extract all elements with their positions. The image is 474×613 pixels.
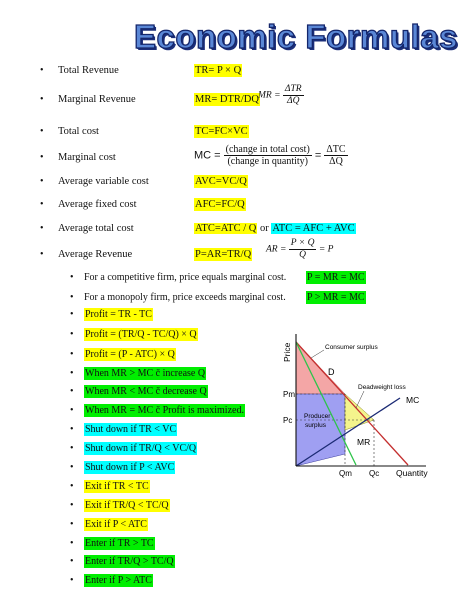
formula-atc: ATC=ATC / Q [195, 223, 257, 234]
ar-eq-rhs: = P [318, 244, 334, 255]
bullet: • [40, 65, 44, 76]
rule-profit-3: Profit = (P - ATC) × Q [85, 349, 175, 360]
mc-eq-right-denominator: ΔQ [329, 156, 343, 167]
rule-enter-1: Enter if TR > TC [85, 538, 154, 549]
formula-label-afc: Average fixed cost [58, 199, 137, 210]
bullet: • [70, 405, 74, 416]
mc-eq-lhs: MC = [194, 149, 221, 162]
note-monopoly-formula: P > MR = MC [307, 292, 365, 303]
rule-shutdown-2: Shut down if TR/Q < VC/Q [85, 443, 197, 454]
rule-shutdown-3: Shut down if P < AVC [85, 462, 175, 473]
bullet: • [70, 538, 74, 549]
formula-atc-or: or [259, 223, 269, 234]
y-axis-label: Price [282, 342, 292, 362]
producer-surplus-label-1: Producer [304, 413, 331, 420]
deadweight-pointer [356, 391, 364, 408]
bullet: • [70, 329, 74, 340]
formula-label-total-revenue: Total Revenue [58, 65, 119, 76]
bullet: • [70, 424, 74, 435]
formula-label-marginal-cost: Marginal cost [58, 152, 116, 163]
d-label: D [328, 367, 335, 377]
rule-mr-lt-mc: When MR < MC č decrease Q [85, 386, 207, 397]
bullet: • [40, 223, 44, 234]
mc-eq-numerator: (change in total cost) [225, 144, 310, 155]
formula-total-cost: TC=FC×VC [195, 126, 248, 137]
formula-label-atc: Average total cost [58, 223, 134, 234]
bullet: • [70, 500, 74, 511]
bullet: • [40, 94, 44, 105]
note-monopoly-firm: For a monopoly firm, price exceeds marginal cost. [84, 292, 286, 303]
formula-marginal-revenue: MR= DTR/DQ [195, 94, 259, 105]
bullet: • [70, 519, 74, 530]
bullet: • [70, 272, 74, 283]
bullet: • [40, 126, 44, 137]
bullet: • [40, 152, 44, 163]
rule-shutdown-1: Shut down if TR < VC [85, 424, 177, 435]
bullet: • [70, 443, 74, 454]
mr-eq-numerator: ΔTR [284, 84, 302, 94]
bullet: • [70, 292, 74, 303]
mc-label: MC [406, 395, 420, 405]
note-competitive-firm: For a competitive firm, price equals marginal cost. [84, 272, 287, 283]
bullet: • [70, 309, 74, 320]
rule-mr-eq-mc: When MR = MC č Profit is maximized. [85, 405, 244, 416]
formula-label-marginal-revenue: Marginal Revenue [58, 94, 136, 105]
bullet: • [70, 575, 74, 586]
formula-average-revenue: P=AR=TR/Q [195, 249, 252, 260]
ar-eq-numerator: P × Q [290, 238, 315, 248]
rule-profit-2: Profit = (TR/Q - TC/Q) × Q [85, 329, 197, 340]
formula-avc: AVC=VC/Q [195, 176, 247, 187]
bullet: • [70, 481, 74, 492]
formula-atc-group [194, 222, 356, 235]
ar-equation [266, 238, 333, 261]
mr-label: MR [357, 437, 371, 447]
formula-total-revenue: TR= P × Q [195, 65, 242, 76]
monopoly-diagram [276, 330, 456, 478]
mr-eq-denominator: ΔQ [287, 96, 300, 106]
rule-exit-2: Exit if TR/Q < TC/Q [85, 500, 169, 511]
pm-label: Pm [283, 390, 295, 399]
rule-enter-2: Enter if TR/Q > TC/Q [85, 556, 174, 567]
x-axis-label: Quantity [396, 468, 428, 478]
qc-label: Qc [369, 469, 380, 478]
page-title: Economic Formulas [134, 18, 458, 55]
bullet: • [40, 199, 44, 210]
producer-surplus-area [296, 394, 345, 466]
formula-label-average-revenue: Average Revenue [58, 249, 133, 260]
formula-label-total-cost: Total cost [58, 126, 99, 137]
mr-eq-lhs: MR = [258, 90, 281, 101]
rule-exit-1: Exit if TR < TC [85, 481, 149, 492]
bullet: • [70, 349, 74, 360]
mr-equation [258, 84, 304, 107]
mc-eq-equals: = [314, 149, 322, 162]
rule-mr-gt-mc: When MR > MC č increase Q [85, 368, 206, 379]
bullet: • [40, 176, 44, 187]
rule-enter-3: Enter if P > ATC [85, 575, 152, 586]
consumer-surplus-label: Consumer surplus [325, 344, 378, 351]
bullet: • [70, 556, 74, 567]
formula-label-avc: Average variable cost [58, 176, 149, 187]
rule-profit-1: Profit = TR - TC [85, 309, 152, 320]
mc-equation [194, 144, 348, 167]
pc-label: Pc [283, 416, 293, 425]
producer-surplus-label-2: surplus [305, 422, 326, 429]
consumer-surplus-pointer [311, 350, 324, 358]
ar-eq-denominator: Q [299, 250, 307, 260]
rule-exit-3: Exit if P < ATC [85, 519, 147, 530]
mc-eq-right-numerator: ΔTC [326, 144, 346, 155]
note-competitive-formula: P = MR = MC [307, 272, 365, 283]
deadweight-loss-label: Deadweight loss [358, 384, 406, 391]
ar-eq-lhs: AR = [266, 244, 287, 255]
mc-eq-denominator: (change in quantity) [227, 156, 308, 167]
bullet: • [70, 368, 74, 379]
bullet: • [40, 249, 44, 260]
qm-label: Qm [339, 469, 352, 478]
formula-afc: AFC=FC/Q [195, 199, 245, 210]
formula-atc-alt: ATC = AFC + AVC [272, 223, 355, 234]
bullet: • [70, 386, 74, 397]
bullet: • [70, 462, 74, 473]
